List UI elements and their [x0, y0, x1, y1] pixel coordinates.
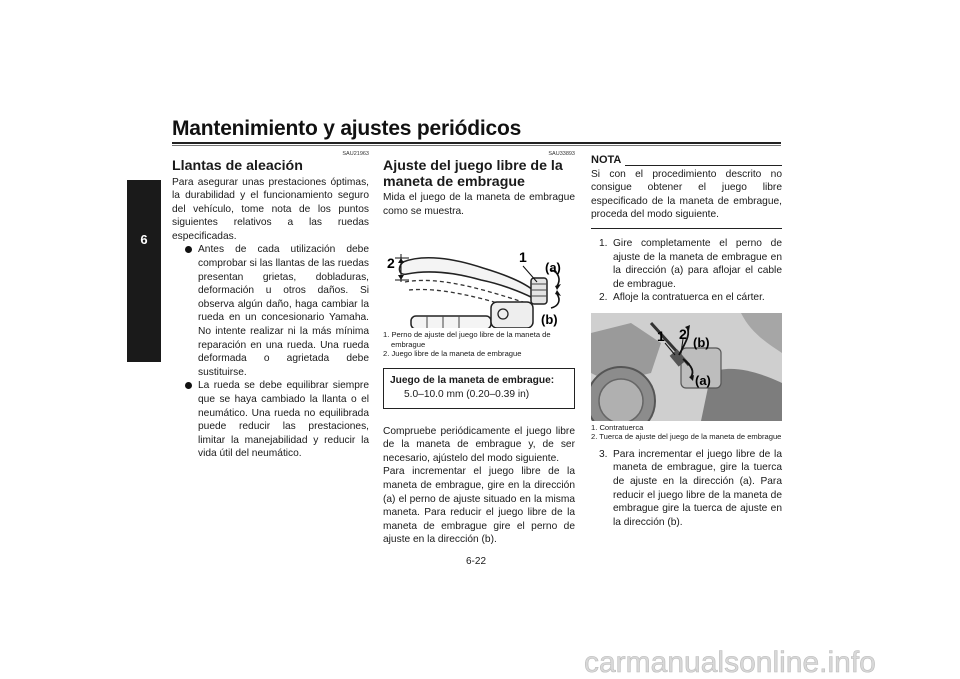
photo-label-a: (a): [695, 372, 711, 388]
step-text: Afloje la contratuerca en el cárter.: [613, 292, 765, 304]
section-heading-alloy-wheels: Llantas de aleación: [172, 158, 303, 174]
figure-label-2: 2: [387, 255, 395, 272]
nota-header: [591, 154, 782, 168]
list-item-text: La rueda se debe equilibrar siempre que se haya cambiado la llanta o el neumático. Una rueda no equilibrada puede reducir las prestaciones, limitar la manejabilidad y reducir la vida útil del neumático.: [198, 380, 369, 460]
photo-label-b: (b): [693, 334, 710, 350]
adjust-steps-continued: [599, 448, 782, 530]
column-alloy-wheels: [172, 150, 369, 461]
watermark-text: carmanualsonline.info: [584, 646, 876, 679]
figure-label-a: (a): [545, 260, 561, 276]
photo-caption: [591, 423, 782, 442]
bullet-icon: [185, 246, 192, 253]
figure-caption: [383, 330, 575, 358]
chapter-tab: [127, 180, 161, 362]
list-item: [185, 379, 369, 461]
caption-item: 2. Juego libre de la maneta de embrague: [383, 349, 522, 358]
step-text: Gire completamente el perno de ajuste de la maneta de embrague en la dirección (a) para aflojar el cable de embrague.: [613, 237, 782, 290]
list-item: [599, 448, 782, 530]
photo-label-2: 2: [679, 325, 687, 342]
caption-item: 1. Perno de ajuste del juego libre de la maneta de embrague: [383, 330, 551, 349]
list-item: [599, 237, 782, 291]
list-item: [599, 291, 782, 305]
figure-label-b: (b): [541, 312, 558, 328]
section-code: SAU33893: [548, 151, 575, 157]
nota-rule: [625, 165, 782, 166]
header-rule: [172, 142, 781, 144]
column-nota: [591, 150, 782, 529]
chapter-number: 6: [140, 232, 148, 247]
clutch-intro: Mida el juego de la maneta de embrague como se muestra.: [383, 192, 575, 217]
step-number: 1.: [599, 237, 608, 249]
step-text: Para incrementar el juego libre de la maneta de embrague, gire la tuerca de ajuste en la dirección (a). Para reducir el juego libre de la maneta de embrague gire la tuerca de ajuste en la dirección (b).: [613, 448, 782, 528]
clutch-lever-drawing: [383, 224, 575, 328]
page-header-title: Mantenimiento y ajustes periódicos: [172, 117, 522, 140]
spec-box: [383, 368, 575, 408]
nota-text: Si con el procedimiento descrito no consigue obtener el juego libre especificado de la maneta de embrague, proceda del modo siguiente.: [591, 168, 782, 221]
page-number: 6-22: [466, 556, 487, 567]
step-number: 2.: [599, 292, 608, 304]
figure-label-1: 1: [519, 249, 527, 266]
spec-title: Juego de la maneta de embrague:: [390, 375, 555, 387]
engine-locknut-photo: [591, 313, 782, 421]
header-rule-thin: [172, 145, 781, 146]
engine-photo-drawing: [591, 313, 782, 421]
photo-label-1: 1: [657, 327, 665, 344]
section-code: SAU21963: [342, 151, 369, 157]
bullet-icon: [185, 382, 192, 389]
section-heading-clutch-lever: Ajuste del juego libre de la maneta de embrague: [383, 158, 563, 190]
nota-end-rule: [591, 228, 782, 229]
alloy-wheels-list: [185, 243, 369, 461]
nota-label: NOTA: [591, 154, 622, 166]
column-clutch-lever: [383, 150, 575, 547]
clutch-check-paragraph: Compruebe periódicamente el juego libre de la maneta de embrague y, de ser necesario, ajústelo del modo siguiente.: [383, 425, 575, 464]
caption-item: 1. Contratuerca: [591, 422, 644, 432]
step-number: 3.: [599, 448, 608, 460]
clutch-lever-illustration: [383, 224, 575, 328]
list-item-text: Antes de cada utilización debe comprobar si las llantas de las ruedas presentan grietas, dobladuras, deformación u otros daños. Si observa algún daño, haga cambiar la rueda en un concesionario Yamaha. No intente realizar ni la más mínima reparación en una rueda. Una rueda deformada o agrietada debe sustituirse.: [198, 244, 370, 378]
alloy-wheels-intro: Para asegurar unas prestaciones óptimas, la durabilidad y el funcionamiento seguro del vehículo, tome nota de los puntos siguientes relativos a las ruedas especificadas.: [172, 176, 369, 242]
caption-item: 2. Tuerca de ajuste del juego de la maneta de embrague: [591, 432, 782, 442]
spec-value: 5.0–10.0 mm (0.20–0.39 in): [404, 389, 530, 400]
adjust-steps: [599, 237, 782, 305]
list-item: [185, 243, 369, 379]
clutch-adjust-paragraph: Para incrementar el juego libre de la maneta de embrague, gire en la dirección (a) el perno de ajuste situado en la misma maneta. Para reducir el juego libre de la maneta de embrague gire el perno de ajuste en la dirección (b).: [383, 466, 575, 546]
